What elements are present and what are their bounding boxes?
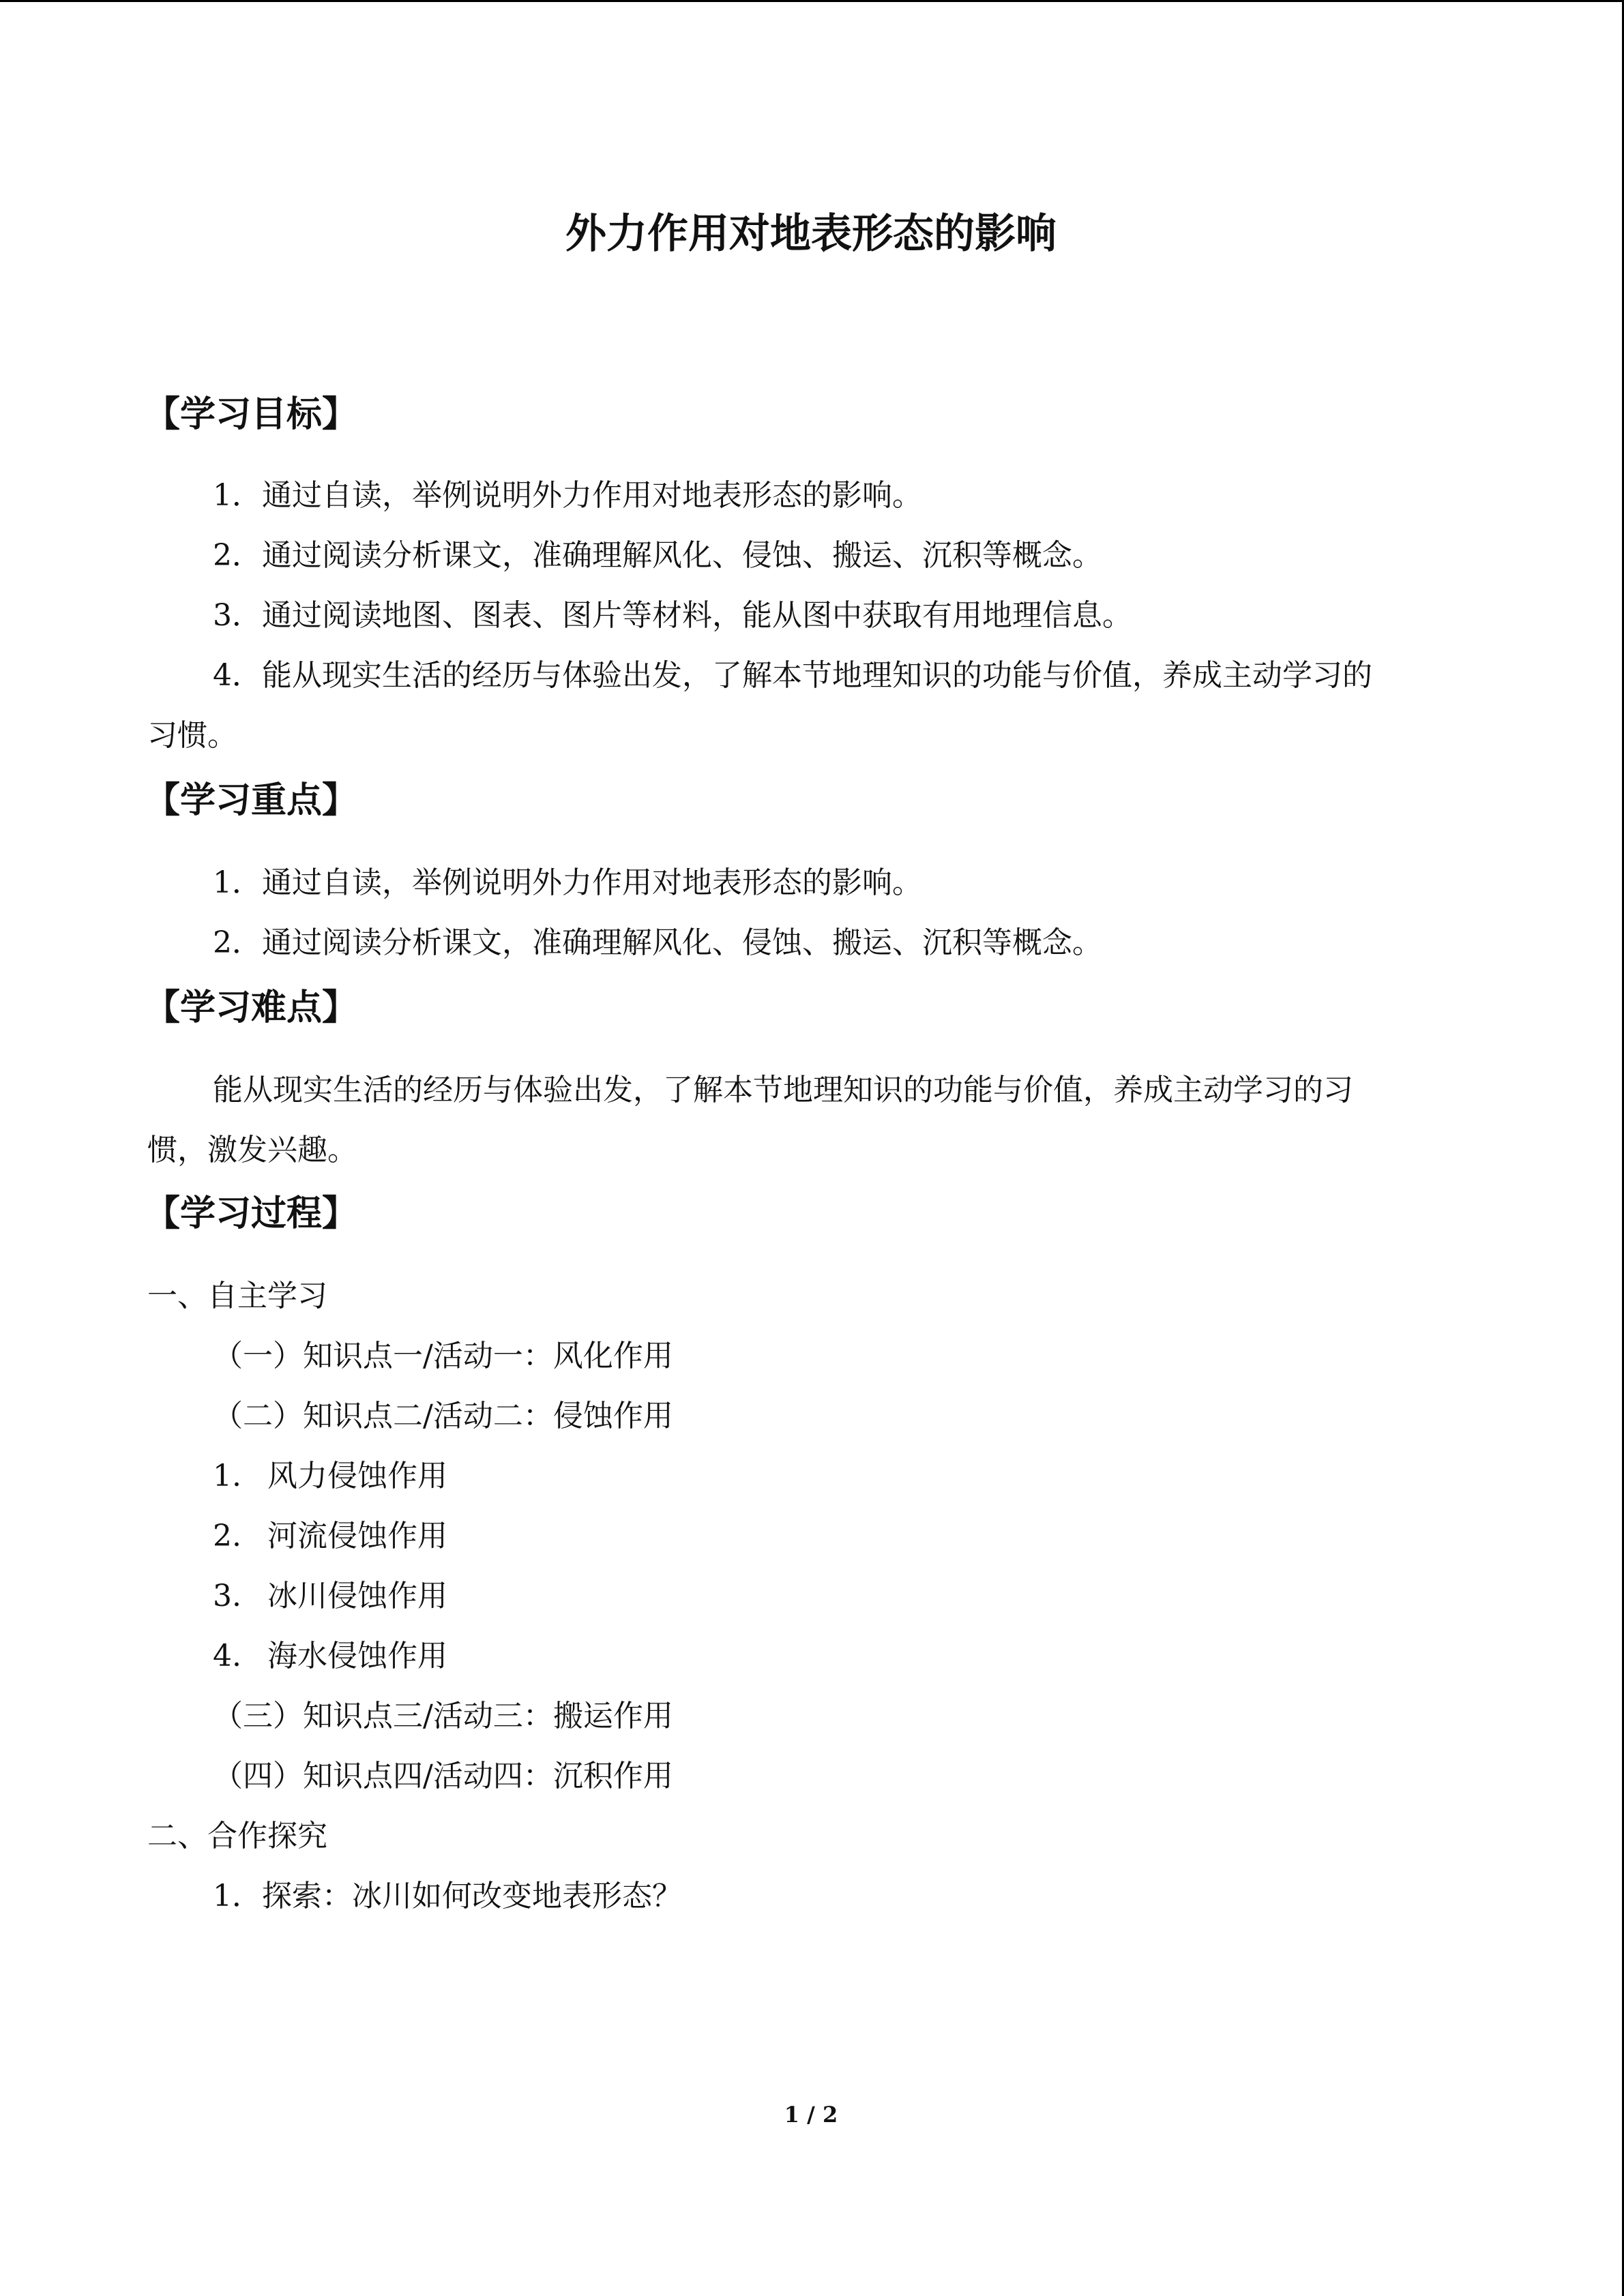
- erosion-item-sea: [213, 1636, 447, 1677]
- key-point-item-2: 2．通过阅读分析课文，准确理解风化、侵蚀、搬运、沉积等概念。: [213, 925, 1102, 960]
- key-point-item-1: 1．通过自读，举例说明外力作用对地表形态的影响。: [213, 865, 922, 900]
- goal-item-1: 1．通过自读，举例说明外力作用对地表形态的影响。: [213, 478, 922, 513]
- goal-item-4-continued: 习惯。: [147, 718, 237, 753]
- erosion-item-text: 海水侵蚀作用: [267, 1639, 447, 1673]
- page-title: 外力作用对地表形态的影响: [565, 210, 1057, 258]
- difficulty-line-1: 能从现实生活的经历与体验出发，了解本节地理知识的功能与价值，养成主动学习的习: [213, 1073, 1353, 1107]
- erosion-item-wind: [213, 1456, 447, 1497]
- goals-heading: 【学习目标】: [145, 394, 358, 435]
- process-heading: 【学习过程】: [145, 1193, 358, 1234]
- page-number: 1 / 2: [784, 2102, 838, 2128]
- inquiry-item-1: 1．探索：冰川如何改变地表形态？: [213, 1879, 682, 1913]
- subsection-deposition: （四）知识点四/活动四：沉积作用: [213, 1759, 673, 1793]
- erosion-item-glacier: [213, 1576, 447, 1617]
- goal-item-4: 4．能从现实生活的经历与体验出发，了解本节地理知识的功能与价值，养成主动学习的: [213, 658, 1372, 693]
- erosion-item-number: 2.: [213, 1519, 241, 1553]
- subsection-transport: （三）知识点三/活动三：搬运作用: [213, 1699, 673, 1733]
- erosion-item-text: 河流侵蚀作用: [267, 1519, 447, 1553]
- section-cooperative-inquiry: 二、合作探究: [147, 1819, 327, 1853]
- erosion-item-text: 风力侵蚀作用: [267, 1459, 447, 1493]
- difficulties-heading: 【学习难点】: [145, 987, 358, 1028]
- erosion-item-number: 1.: [213, 1459, 241, 1493]
- difficulty-line-2: 惯，激发兴趣。: [147, 1133, 357, 1167]
- erosion-item-number: 4.: [213, 1639, 241, 1673]
- key-points-heading: 【学习重点】: [145, 780, 358, 821]
- subsection-weathering: （一）知识点一/活动一：风化作用: [213, 1339, 673, 1373]
- erosion-item-text: 冰川侵蚀作用: [267, 1579, 447, 1613]
- goal-item-3: 3．通过阅读地图、图表、图片等材料，能从图中获取有用地理信息。: [213, 598, 1132, 633]
- goal-item-2: 2．通过阅读分析课文，准确理解风化、侵蚀、搬运、沉积等概念。: [213, 538, 1102, 573]
- erosion-item-river: [213, 1516, 447, 1557]
- section-self-study: 一、自主学习: [147, 1279, 327, 1313]
- erosion-item-number: 3.: [213, 1579, 241, 1613]
- subsection-erosion: （二）知识点二/活动二：侵蚀作用: [213, 1399, 673, 1433]
